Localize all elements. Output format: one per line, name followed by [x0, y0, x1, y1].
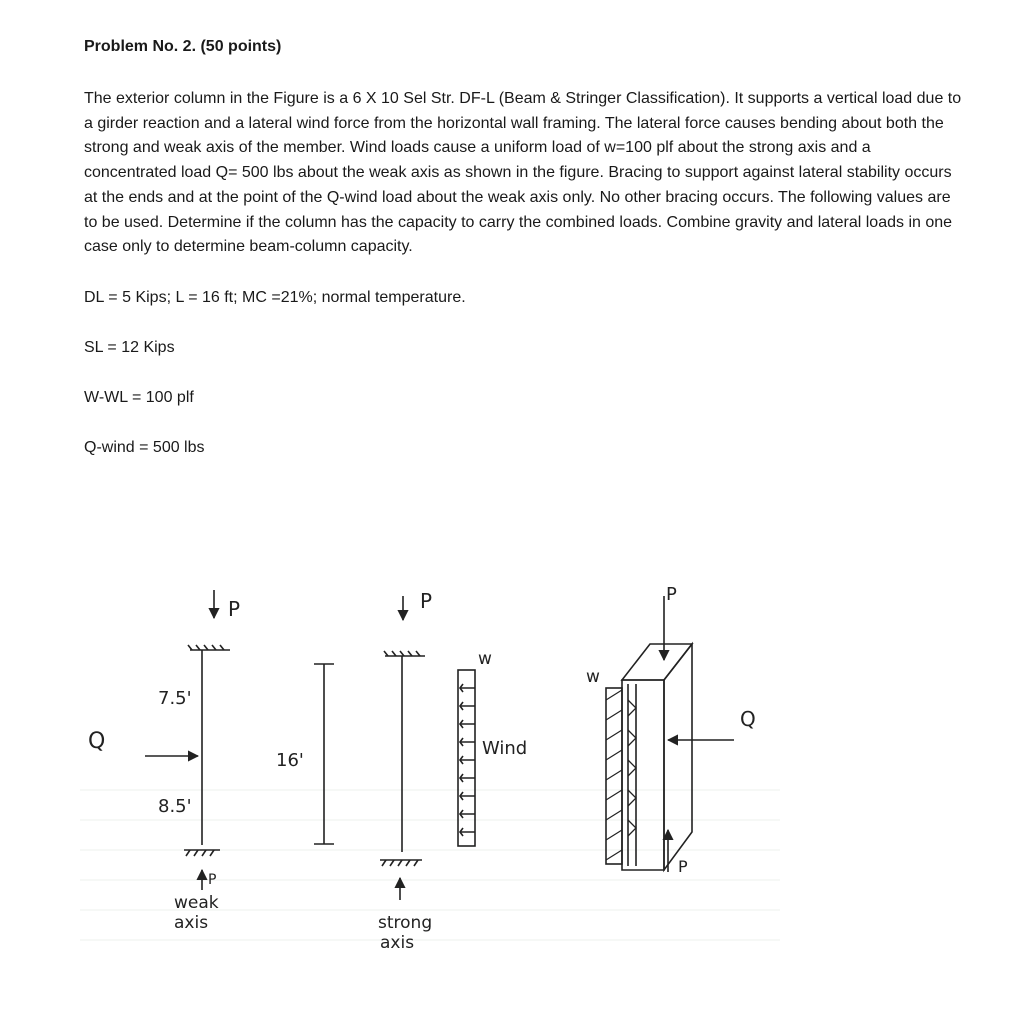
- dim-total-label: 16': [276, 750, 304, 771]
- isometric-column-sketch: [606, 596, 734, 872]
- p-label-weak: P: [228, 597, 241, 621]
- given-q: Q-wind = 500 lbs: [84, 438, 205, 456]
- problem-statement: [84, 38, 964, 459]
- weak-axis-sketch: [145, 590, 230, 890]
- weak-label: weak: [174, 893, 219, 913]
- p-label-3d: P: [666, 584, 677, 605]
- q-label-3d: Q: [740, 707, 756, 731]
- problem-paragraph: The exterior column in the Figure is a 6 X 10 Sel Str. DF-L (Beam & Stringer Classification). It supports a vertical load due to a girder reaction and a lateral wind force from the horizontal wall framing. The lateral force causes bending about both the strong and weak axis of the member. Wind loads cause a uniform load of w=100 plf about the strong axis and a concentrated load Q= 500 lbs about the weak axis as shown in the figure. Bracing to support against lateral stability occurs at the ends and at the point of the Q-wind load about the weak axis only. No other bracing occurs. The following values are to be used. Determine if the column has the capacity to carry the combined loads. Combine gravity and lateral loads in one case only to determine beam-column capacity.: [84, 90, 962, 256]
- w-label-strong: w: [478, 649, 492, 669]
- q-label-weak: Q: [88, 729, 106, 754]
- strong-axis-label: axis: [380, 933, 415, 953]
- dim-top-label: 7.5': [158, 688, 192, 709]
- given-dl: DL = 5 Kips; L = 16 ft; MC =21%; normal temperature.: [84, 288, 466, 306]
- p-label-strong: P: [420, 589, 433, 613]
- w-label-3d: w: [586, 667, 600, 687]
- p-label-3d-bottom: P: [678, 857, 688, 876]
- dim-bottom-label: 8.5': [158, 796, 192, 817]
- given-sl: SL = 12 Kips: [84, 338, 175, 356]
- wind-label: Wind: [482, 738, 528, 759]
- length-dimension: [314, 664, 334, 844]
- p-label-reaction: P: [208, 872, 217, 888]
- strong-axis-sketch: [380, 596, 475, 900]
- column-top-face: [622, 644, 692, 680]
- column-sketch-figure: [80, 560, 800, 980]
- given-wl: W-WL = 100 plf: [84, 388, 194, 406]
- weak-axis-label: axis: [174, 913, 209, 933]
- strong-label: strong: [378, 913, 433, 933]
- problem-title: Problem No. 2. (50 points): [84, 38, 282, 55]
